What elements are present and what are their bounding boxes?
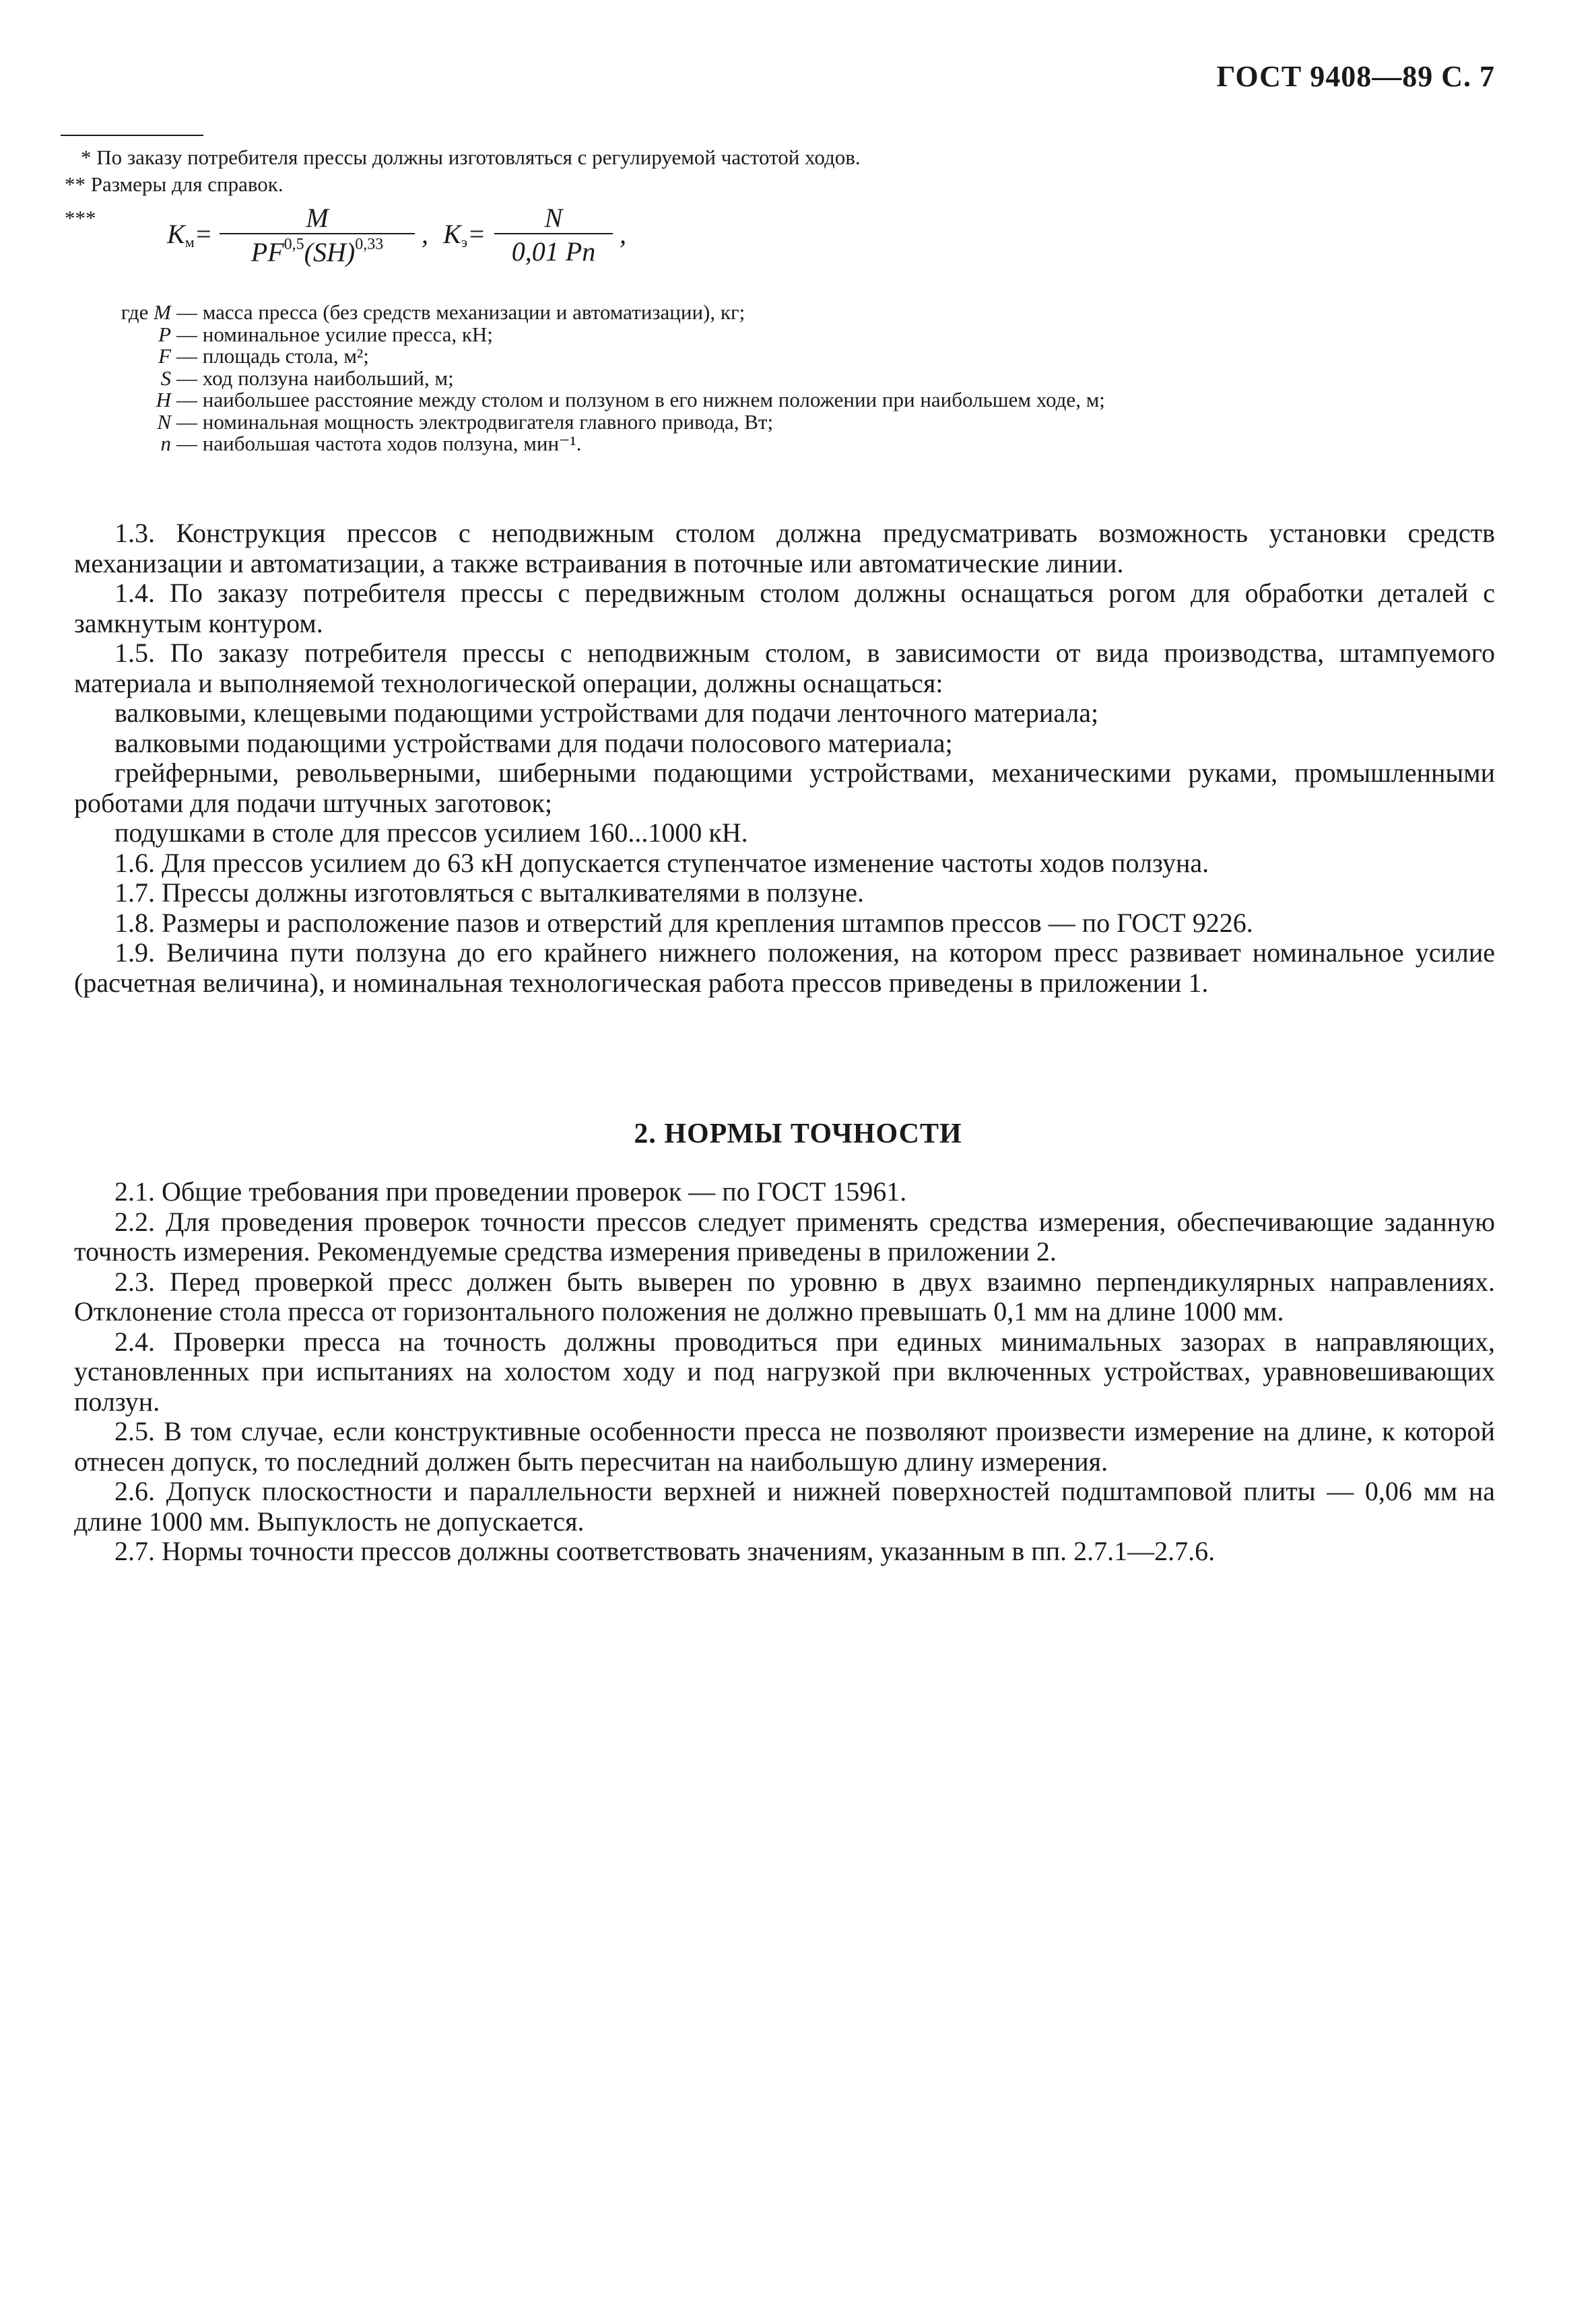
paragraph-2-5: 2.5. В том случае, если конструктивные особенности пресса не позволяют произвести измерение на длине, к которой отнесен допуск, то последний должен быть пересчитан на наибольшую длину измерения. <box>74 1416 1495 1477</box>
page-header: ГОСТ 9408—89 С. 7 <box>1216 60 1495 93</box>
formula-ke-fraction <box>494 202 613 267</box>
paragraph-2-7: 2.7. Нормы точности прессов должны соответствовать значениям, указанным в пп. 2.7.1—2.7.6. <box>114 1536 1216 1566</box>
formula-km-numerator: M <box>220 202 415 234</box>
definition-row: S — ход ползуна наибольший, м; <box>160 366 454 390</box>
paragraph-2-3: 2.3. Перед проверкой пресс должен быть выверен по уровню в двух взаимно перпендикулярных направлениях. Отклонение стола пресса от горизонтального положения не должно превышать 0,1 мм на длине 1000 мм. <box>74 1266 1495 1327</box>
formula-ke-denominator: 0,01 Pn <box>511 236 596 267</box>
formula-ke-numerator: N <box>494 202 613 234</box>
paragraph-1-5-item: валковыми подающими устройствами для подачи полосового материала; <box>114 727 953 758</box>
paragraph-2-1: 2.1. Общие требования при проведении проверок — по ГОСТ 15961. <box>114 1176 907 1207</box>
paragraph-2-4: 2.4. Проверки пресса на точность должны проводиться при единых минимальных зазорах в направляющих, установленных при испытаниях на холостом ходу и под нагрузкой при включенных устройствах, уравновешивающих ползун. <box>74 1326 1495 1417</box>
paragraph-1-6: 1.6. Для прессов усилием до 63 кН допускается ступенчатое изменение частоты ходов ползуна. <box>114 847 1209 878</box>
definition-row: F — площадь стола, м²; <box>158 344 369 368</box>
section-2-title: 2. НОРМЫ ТОЧНОСТИ <box>634 1118 962 1149</box>
definition-row: N — номинальная мощность электродвигателя главного привода, Вт; <box>157 409 774 434</box>
formula-tail: , <box>620 219 626 249</box>
paragraph-1-3: 1.3. Конструкция прессов с неподвижным столом должна предусматривать возможность установки средств механизации и автоматизации, а также встраивания в поточные или автоматические линии. <box>74 518 1495 578</box>
paragraph-1-5: 1.5. По заказу потребителя прессы с неподвижным столом, в зависимости от вида производства, штампуемого материала и выполняемой технологической операции, должны оснащаться: <box>74 638 1495 698</box>
formula-km-denominator: PF$^{0,5}$(SH)$^{0,33}$ <box>251 236 384 267</box>
footnote-3-marker: *** <box>65 206 96 230</box>
formula-ke-label: $K_э=$ <box>443 219 486 250</box>
definition-row: n — наибольшая частота ходов ползуна, мин⁻¹. <box>160 432 582 455</box>
section-1-body <box>74 518 1495 998</box>
paragraph-1-7: 1.7. Прессы должны изготовляться с выталкивателями в ползуне. <box>114 877 864 908</box>
variable-definitions <box>93 302 1105 455</box>
footnote-1: * По заказу потребителя прессы должны изготовляться с регулируемой частотой ходов. <box>81 145 861 169</box>
paragraph-1-5-item: валковыми, клещевыми подающими устройствами для подачи ленточного материала; <box>114 698 1099 728</box>
section-2-body <box>74 1177 1495 1567</box>
footnote-separator <box>61 135 203 136</box>
footnote-2: ** Размеры для справок. <box>65 172 284 196</box>
paragraph-1-8: 1.8. Размеры и расположение пазов и отверстий для крепления штампов прессов — по ГОСТ 9226. <box>114 907 1253 938</box>
formula-km-label: $K_м=$ <box>167 219 213 250</box>
formula-separator: , <box>422 219 428 249</box>
paragraph-2-2: 2.2. Для проведения проверок точности прессов следует применять средства измерения, обеспечивающие заданную точность измерения. Рекомендуемые средства измерения приведены в приложении 2. <box>74 1206 1495 1267</box>
paragraph-1-4: 1.4. По заказу потребителя прессы с передвижным столом должны оснащаться рогом для обработки деталей с замкнутым контуром. <box>74 578 1495 638</box>
paragraph-1-5-item: подушками в столе для прессов усилием 160...1000 кН. <box>114 817 748 848</box>
definition-row: H — наибольшее расстояние между столом и ползуном в его нижнем положении при наибольшем ходе, м; <box>156 388 1105 411</box>
formula-km-fraction <box>220 202 415 268</box>
paragraph-1-5-item: грейферными, револьверными, шиберными подающими устройствами, механическими руками, промышленными роботами для подачи штучных заготовок; <box>74 758 1495 818</box>
paragraph-2-6: 2.6. Допуск плоскостности и параллельности верхней и нижней поверхностей подштамповой плиты — 0,06 мм на длине 1000 мм. Выпуклость не допускается. <box>74 1476 1495 1537</box>
paragraph-1-9: 1.9. Величина пути ползуна до его крайнего нижнего положения, на котором пресс развивает номинальное усилие (расчетная величина), и номинальная технологическая работа прессов приведены в приложении 1. <box>74 937 1495 998</box>
definition-row: P — номинальное усилие пресса, кН; <box>158 322 493 346</box>
definition-row: где M — масса пресса (без средств механизации и автоматизации), кг; <box>121 300 745 324</box>
